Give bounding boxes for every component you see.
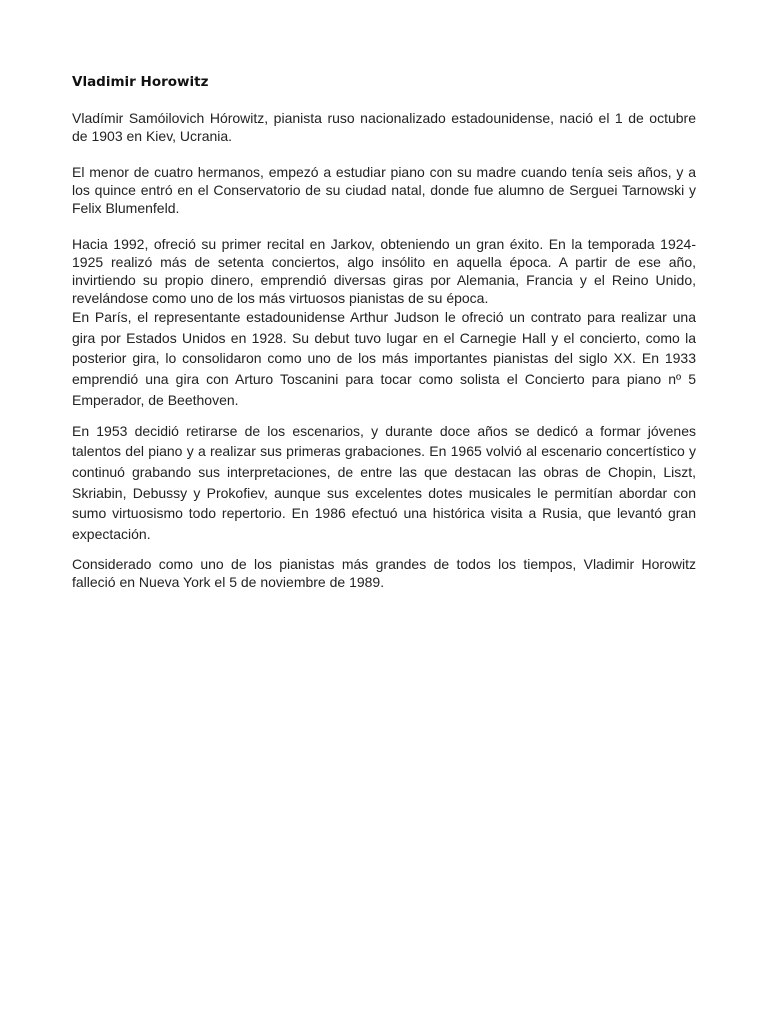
paragraph-birth: Vladímir Samóilovich Hórowitz, pianista ruso nacionalizado estadounidense, nació el 1 de octubre de 1903 en Kiev, Ucrania. — [72, 110, 696, 144]
paragraph-early-life: El menor de cuatro hermanos, empezó a estudiar piano con su madre cuando tenía seis años, y a los quince entró en el Conservatorio de su ciudad natal, donde fue alumno de Serguei Tarnowski y Felix Blumenfeld. — [72, 164, 696, 216]
paragraph-first-recital: Hacia 1992, ofreció su primer recital en Jarkov, obteniendo un gran éxito. En la temporada 1924-1925 realizó más de setenta conciertos, algo insólito en aquella época. A partir de ese año, invirtiendo su propio dinero, emprendió diversas giras por Alemania, Francia y el Reino Unido, revelándose como uno de los más virtuosos pianistas de su época. — [72, 236, 696, 306]
paragraph-retirement: En 1953 decidió retirarse de los escenarios, y durante doce años se dedicó a formar jóvenes talentos del piano y a realizar sus primeras grabaciones. En 1965 volvió al escenario concertístico y continuó grabando sus interpretaciones, de entre las que destacan las obras de Chopin, Liszt, Skriabin, Debussy y Prokofiev, aunque sus excelentes dotes musicales le permitían abordar con sumo virtuosismo todo repertorio. En 1986 efectuó una histórica visita a Rusia, que levantó gran expectación. — [72, 422, 696, 543]
paragraph-paris-contract: En París, el representante estadounidense Arthur Judson le ofreció un contrato para realizar una gira por Estados Unidos en 1928. Su debut tuvo lugar en el Carnegie Hall y el concierto, como la posterior gira, lo consolidaron como uno de los más importantes pianistas del siglo XX. En 1933 emprendió una gira con Arturo Toscanini para tocar como solista el Concierto para piano nº 5 Emperador, de Beethoven. — [72, 309, 696, 408]
paragraph-death: Considerado como uno de los pianistas más grandes de todos los tiempos, Vladimir Horowitz falleció en Nueva York el 5 de noviembre de 1989. — [72, 555, 696, 590]
document-page — [72, 72, 696, 591]
document-title: Vladimir Horowitz — [72, 74, 209, 90]
